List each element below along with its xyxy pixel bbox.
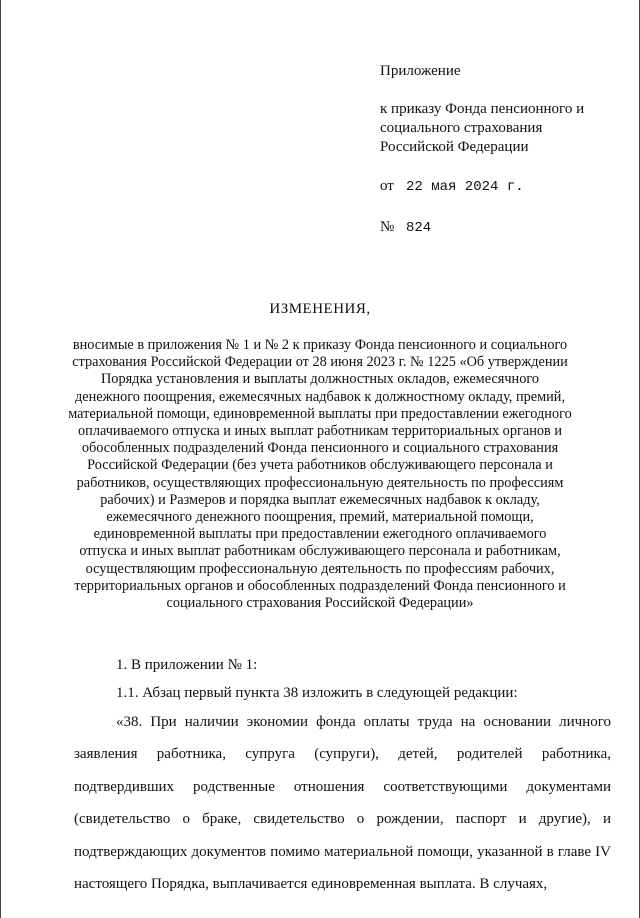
subtitle-line: обособленных подразделений Фонда пенсионного и социального страхования <box>81 440 559 457</box>
subtitle-line: ежемесячного денежного поощрения, премий, материальной помощи, <box>106 509 534 526</box>
subtitle-line: территориальных органов и обособленных подразделений Фонда пенсионного и <box>74 577 566 594</box>
subtitle-line: материальной помощи, единовременной выплаты при предоставлении ежегодного <box>68 405 572 422</box>
order-date: 22 мая 2024 г. <box>406 179 524 195</box>
order-reference <box>380 100 620 157</box>
body-paragraph: «38. При наличии экономии фонда оплаты труда на основании личного заявления работника, супруга (супруги), детей, родителей работника, подтвердивших родственные отношения соответствующими документами (свидетельство о браке, свидетельство о рождении, паспорт и другие), и подтверждающих документов помимо материальной помощи, указанной в главе IV настоящего Порядка, выплачивается единовременная выплата. В случаях, <box>74 714 611 893</box>
subtitle-line: Российской Федерации (без учета работников обслуживающего персонала и <box>87 457 553 474</box>
subtitle-line: рабочих) и Размеров и порядка выплат ежемесячных надбавок к окладу, <box>100 491 540 508</box>
subtitle-line: единовременной выплаты при предоставлении ежегодного оплачиваемого <box>93 526 547 543</box>
number-label: № <box>380 219 395 235</box>
subtitle-line: страхования Российской Федерации от 28 июня 2023 г. № 1225 «Об утверждении <box>72 354 568 371</box>
subtitle-line: работников, осуществляющих профессиональную деятельность по профессиям <box>76 474 564 491</box>
subtitle-line: Порядка установления и выплаты должностных окладов, ежемесячного <box>100 371 540 388</box>
document-title: ИЗМЕНЕНИЯ, <box>269 301 371 317</box>
section-item-1: 1. В приложении № 1: <box>116 657 258 673</box>
appendix-header <box>380 62 620 238</box>
order-reference-line: к приказу Фонда пенсионного и <box>380 101 585 117</box>
page-edge-left <box>0 0 1 918</box>
date-label: от <box>380 178 394 194</box>
subtitle-line: оплачиваемого отпуска и иных выплат работникам территориальных органов и <box>78 423 562 440</box>
subtitle-line: социального страхования Российской Федерации» <box>166 595 474 612</box>
order-date-row <box>380 177 620 197</box>
order-reference-line: социального страхования <box>380 120 543 136</box>
order-number-row <box>380 218 620 238</box>
subtitle-line: денежного поощрения, ежемесячных надбавок к должностному окладу, премий, <box>74 388 566 405</box>
order-number: 824 <box>406 220 432 236</box>
subtitle-line: осуществляющим профессиональную деятельность по профессиям рабочих, <box>85 560 555 577</box>
subtitle-line: отпуска и иных выплат работникам обслуживающего персонала и работникам, <box>79 543 561 560</box>
subtitle-line: вносимые в приложения № 1 и № 2 к приказу Фонда пенсионного и социального <box>72 337 568 353</box>
section-item-1-1: 1.1. Абзац первый пункта 38 изложить в следующей редакции: <box>116 685 518 701</box>
document-subtitle <box>60 337 580 612</box>
order-reference-line: Российской Федерации <box>380 139 529 155</box>
appendix-title: Приложение <box>380 63 461 79</box>
